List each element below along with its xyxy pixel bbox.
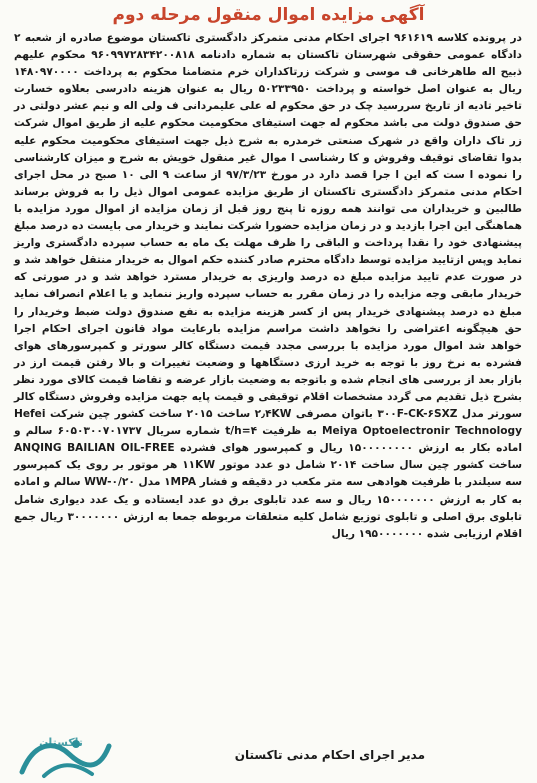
notice-signature: مدیر اجرای احکام مدنی تاکستان [234, 748, 425, 762]
notice-title: آگهی مزایده اموال منقول مرحله دوم [112, 5, 425, 25]
notice-body: در پرونده کلاسه ۹۶۱۶۱۹ اجرای احکام مدنی متمرکز دادگستری تاکستان موضوع صادره از شعبه ۲ دادگاه عمومی حقوقی شهرستان تاکستان به شماره دادنامه ۹۶۰۹۹۷۲۸۳۴۲۰۰۸۱۸ محکوم علیهم ذبیح اله طاهرخانی ف موسی و شرکت زرتاکداران خرم متضامنا محکوم به پرداخت ۱۴۸۰۹۷۰۰۰۰ ریال به عنوان اصل خواسته و پرداخت ۵۰۲۳۳۹۵۰ ریال به عنوان هزینه دادرسی بعلاوه خسارت تاخیر تادیه از تاریخ سررسید چک در حق محکوم له علی علیمردانی ف ولی اله و نیم عشر دولتی در حق صندوق دولت می باشد محکوم له جهت استیفای محکومیت محکوم علیه از طریق اموال شرکت زر تاک داران واقع در شهرک صنعتی خرمدره به شرح ذیل جهت استیفای محکومیت محکوم علیه بدوا تقاضای توقیف وفروش و کا رشناسی ا موال غیر منقول خویش به شرح و میزان کارشناسی را نموده ا ست که این ا جرا قصد دارد در مورخ ۹۷/۳/۲۳ از ساعت ۹ الی ۱۰ صبح در محل اجرای احکام مدنی متمرکز دادگستری تاکستان از طریق مزایده عمومی اموال ذیل را به فروش برساند طالبین و خریداران می توانند همه روزه تا پنج روز قبل از زمان مزایده از اموال مورد مزایده با هماهنگی این اجرا بازدید و در زمان مزایده حضورا شرکت نمایند و خریدار می بایست ده درصد مبلغ پیشنهادی خود را نقدا پرداخت و الباقی را ظرف مهلت یک ماه به حساب سپرده دادگستری واریز نماید وپس ازتایید مزایده توسط دادگاه محترم صادر کننده حکم اموال به خریدار منتقل خواهد شد و در صورت عدم تایید مزایده مبلغ ده درصد واریزی به خریدار مسترد خواهد شد و در صورتی که خریدار مابقی وجه مزایده را در زمان مقرر به حساب سپرده واریز ننماید و یا اعلام انصراف نماید مبلغ ده درصد پیشنهادی خریدار پس از کسر هزینه مزایده به نفع صندوق دولت ضبط وخریدار را حق هیچگونه اعتراضی را نخواهد داشت مراسم مزایده بارعایت مواد قانون اجرای احکام اجرا خواهد شد اموال مورد مزایده با بررسی مجدد قیمت دستگاه کالر سورتر و کمپرسورهای هوای فشرده به نرخ روز با توجه به خرید ارزی دستگاهها و وضعیت تغییرات و بالا رفتن قیمت ارز در بازار بعد از بررسی های انجام شده و باتوجه به وضعیت بازار عرضه و تقاضا قیمت کالای مورد نظر بشرح ذیل تقدیم می گردد مشخصات اقلام توقیفی و قیمت پایه جهت مزایده وفروش دستگاه کالر سورتر مدل ۳۰۰F-CK-۶SXZ باتوان مصرفی ۲٫۴KW ساخت ۲۰۱۵ ساخت کشور چین شرکت Hefei Meiya Optoelectronir Technology به ظرفیت ۴=t/h شماره سریال ۶۰۵۰۳۰۰۷۰۱۷۳۷ سالم و اماده بکار به ارزش ۱۵۰۰۰۰۰۰۰۰ ریال و کمپرسور هوای فشرده ANQING BAILIAN OIL-FREE ساخت کشور چین سال ساخت ۲۰۱۴ شامل دو عدد موتور ۱۱KW هر موتور بر روی یک کمپرسور سه سیلندر با ظرفیت هوادهی سه متر مکعب در دقیقه و فشار ۱MPA مدل WW-۰/۲۰ سالم و اماده به کار به ارزش ۱۵۰۰۰۰۰۰۰ ریال و سه عدد تابلوی برق دو عدد ایستاده و یک عدد دیواری شامل تابلوی برق اصلی و تابلوی توزیع شامل کلیه متعلقات مربوطه جمعا به ارزش ۳۰۰۰۰۰۰۰ ریال جمع اقلام ارزیابی شده ۱۹۵۰۰۰۰۰۰۰ ریال [14, 32, 523, 540]
notice-stamp: تاکستان [39, 736, 83, 749]
